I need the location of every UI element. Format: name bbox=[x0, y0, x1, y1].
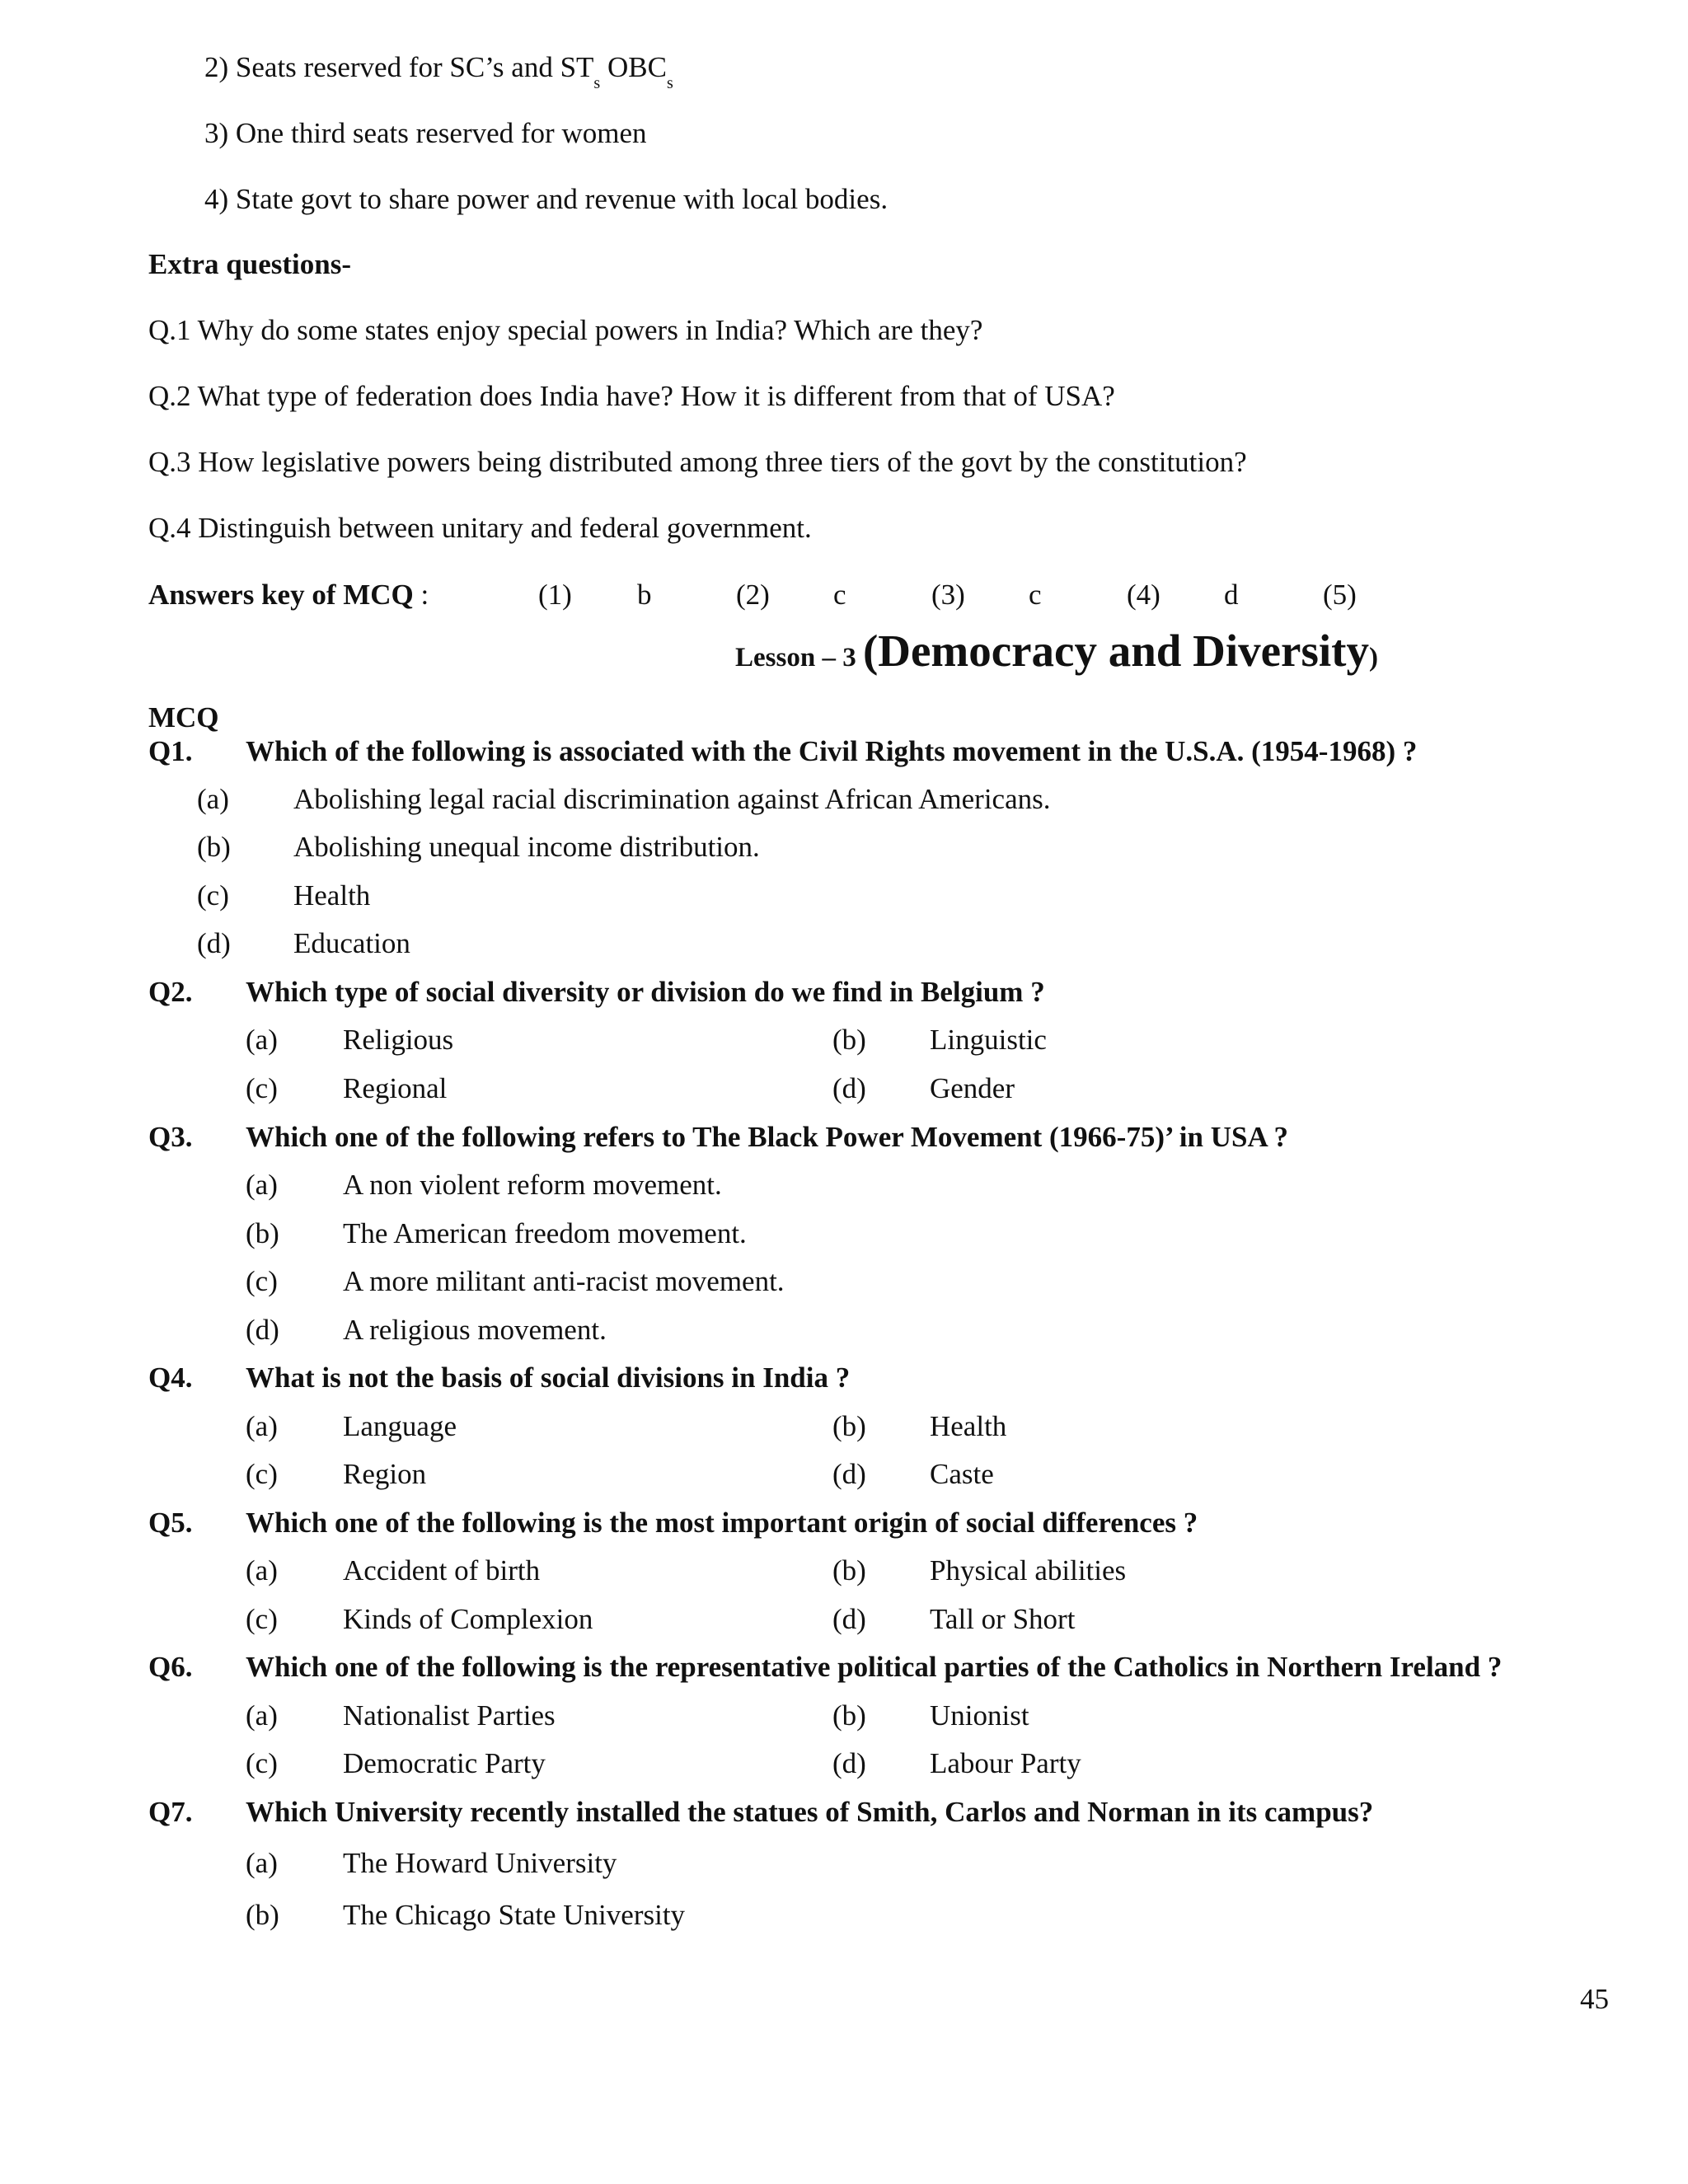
option-text: A religious movement. bbox=[343, 1314, 607, 1346]
option-label: (d) bbox=[832, 1458, 866, 1490]
option-label: (b) bbox=[246, 1217, 279, 1249]
answer-num-2: (2) bbox=[736, 579, 770, 611]
question-number: Q4. bbox=[148, 1361, 193, 1394]
answer-val-4: d bbox=[1224, 579, 1239, 611]
extra-questions-heading: Extra questions- bbox=[148, 248, 351, 280]
option-label: (c) bbox=[246, 1458, 278, 1490]
lesson-title: (Democracy and Diversity bbox=[862, 626, 1369, 676]
option-text: Tall or Short bbox=[930, 1603, 1076, 1635]
option-text: Abolishing legal racial discrimination against African Americans. bbox=[293, 783, 1051, 815]
answer-num-3: (3) bbox=[931, 579, 965, 611]
option-label: (b) bbox=[246, 1899, 279, 1931]
point-2-text: 2) Seats reserved for SC’s and ST bbox=[204, 51, 594, 83]
answer-num-1: (1) bbox=[538, 579, 572, 611]
option-text: Nationalist Parties bbox=[343, 1699, 556, 1732]
option-text: The American freedom movement. bbox=[343, 1217, 747, 1249]
point-2-mid: OBC bbox=[600, 51, 667, 83]
option-label: (a) bbox=[197, 783, 229, 815]
option-label: (b) bbox=[832, 1024, 866, 1056]
option-text: Language bbox=[343, 1410, 457, 1442]
option-text: The Howard University bbox=[343, 1847, 617, 1879]
question-number: Q2. bbox=[148, 976, 193, 1008]
option-label: (c) bbox=[246, 1072, 278, 1104]
answer-val-2: c bbox=[833, 579, 846, 611]
answers-key-colon: : bbox=[420, 579, 429, 611]
question-number: Q6. bbox=[148, 1651, 193, 1683]
option-text: Health bbox=[293, 879, 371, 912]
point-2-sub-2: s bbox=[666, 74, 673, 92]
answer-val-3: c bbox=[1029, 579, 1042, 611]
option-label: (d) bbox=[197, 927, 231, 959]
option-label: (c) bbox=[246, 1265, 278, 1297]
option-text: Regional bbox=[343, 1072, 448, 1104]
option-label: (d) bbox=[832, 1603, 866, 1635]
option-text: Linguistic bbox=[930, 1024, 1047, 1056]
option-text: Abolishing unequal income distribution. bbox=[293, 831, 760, 863]
question-number: Q3. bbox=[148, 1121, 193, 1153]
point-2 bbox=[204, 51, 673, 92]
option-text: Unionist bbox=[930, 1699, 1029, 1732]
answer-val-1: b bbox=[637, 579, 652, 611]
question-text: Which one of the following is the most important origin of social differences ? bbox=[246, 1507, 1198, 1539]
mcq-heading: MCQ bbox=[148, 701, 219, 733]
option-label: (d) bbox=[832, 1747, 866, 1779]
option-text: Labour Party bbox=[930, 1747, 1081, 1779]
option-text: Physical abilities bbox=[930, 1554, 1127, 1586]
option-text: Caste bbox=[930, 1458, 994, 1490]
option-text: Religious bbox=[343, 1024, 454, 1056]
answer-num-4: (4) bbox=[1127, 579, 1160, 611]
option-label: (c) bbox=[197, 879, 229, 912]
option-label: (c) bbox=[246, 1747, 278, 1779]
lesson-prefix: Lesson – 3 bbox=[735, 643, 863, 673]
option-text: Accident of birth bbox=[343, 1554, 541, 1586]
question-text: What is not the basis of social divisions in India ? bbox=[246, 1361, 851, 1394]
option-label: (b) bbox=[832, 1554, 866, 1586]
option-label: (a) bbox=[246, 1410, 278, 1442]
point-4: 4) State govt to share power and revenue with local bodies. bbox=[204, 183, 889, 215]
answers-key-row bbox=[148, 579, 1385, 612]
lesson-heading bbox=[735, 626, 1378, 682]
option-label: (b) bbox=[832, 1699, 866, 1732]
option-label: (c) bbox=[246, 1603, 278, 1635]
option-label: (a) bbox=[246, 1024, 278, 1056]
option-text: The Chicago State University bbox=[343, 1899, 686, 1931]
point-3: 3) One third seats reserved for women bbox=[204, 117, 647, 149]
extra-question-4: Q.4 Distinguish between unitary and federal government. bbox=[148, 512, 812, 544]
question-number: Q5. bbox=[148, 1507, 193, 1539]
option-text: A non violent reform movement. bbox=[343, 1169, 722, 1201]
option-label: (a) bbox=[246, 1847, 278, 1879]
point-2-sub-1: s bbox=[593, 74, 601, 92]
option-text: Health bbox=[930, 1410, 1007, 1442]
question-number: Q7. bbox=[148, 1796, 193, 1828]
option-text: Gender bbox=[930, 1072, 1015, 1104]
extra-question-2: Q.2 What type of federation does India have? How it is different from that of USA? bbox=[148, 380, 1115, 412]
extra-question-1: Q.1 Why do some states enjoy special powers in India? Which are they? bbox=[148, 314, 983, 346]
option-label: (d) bbox=[246, 1314, 279, 1346]
question-text: Which one of the following refers to The Black Power Movement (1966-75)’ in USA ? bbox=[246, 1121, 1289, 1153]
answers-key-label: Answers key of MCQ bbox=[148, 579, 414, 611]
option-label: (b) bbox=[197, 831, 231, 863]
question-text: Which of the following is associated with the Civil Rights movement in the U.S.A. (1954-1968) ? bbox=[246, 735, 1418, 767]
option-label: (a) bbox=[246, 1554, 278, 1586]
lesson-suffix: ) bbox=[1368, 643, 1378, 673]
question-text: Which type of social diversity or division do we find in Belgium ? bbox=[246, 976, 1045, 1008]
answer-num-5: (5) bbox=[1323, 579, 1357, 611]
page-number: 45 bbox=[1580, 1983, 1609, 2015]
question-number: Q1. bbox=[148, 735, 193, 767]
option-label: (a) bbox=[246, 1699, 278, 1732]
option-text: Education bbox=[293, 927, 410, 959]
question-text: Which one of the following is the representative political parties of the Catholics in Northern Ireland ? bbox=[246, 1651, 1503, 1683]
option-label: (d) bbox=[832, 1072, 866, 1104]
option-text: Region bbox=[343, 1458, 427, 1490]
option-text: A more militant anti-racist movement. bbox=[343, 1265, 785, 1297]
question-text: Which University recently installed the statues of Smith, Carlos and Norman in its campus? bbox=[246, 1796, 1374, 1828]
extra-question-3: Q.3 How legislative powers being distributed among three tiers of the govt by the constitution? bbox=[148, 446, 1247, 478]
option-text: Kinds of Complexion bbox=[343, 1603, 593, 1635]
option-label: (b) bbox=[832, 1410, 866, 1442]
option-text: Democratic Party bbox=[343, 1747, 546, 1779]
option-label: (a) bbox=[246, 1169, 278, 1201]
